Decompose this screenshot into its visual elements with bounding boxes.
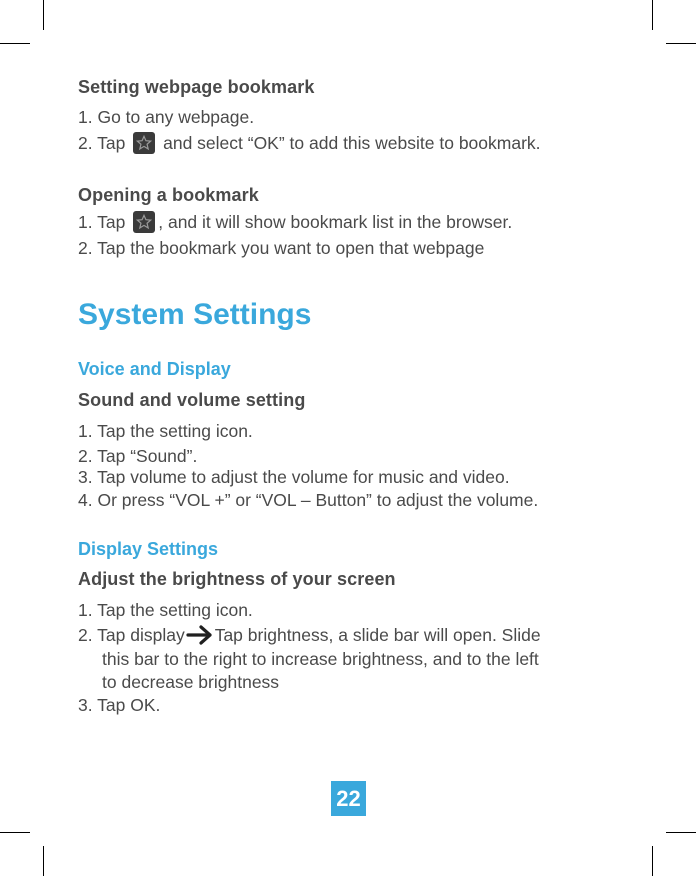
star-icon [133,132,155,154]
list-item: 1. Tap the setting icon. [78,421,253,441]
list-item: 1. Tap the setting icon. [78,600,253,620]
step-text: 2. Tap display [78,625,185,645]
star-icon [133,211,155,233]
crop-mark [43,846,44,876]
section-title-setting-bookmark: Setting webpage bookmark [78,77,315,97]
crop-mark [666,43,696,44]
step-text: Tap brightness, a slide bar will open. Slide [214,625,541,645]
crop-mark [652,0,653,30]
crop-mark [0,43,30,44]
step-text: 1. Tap [78,212,126,232]
page-title: System Settings [78,298,312,331]
step-tap-bookmark: 2. Tap the bookmark you want to open that webpage [78,238,485,258]
list-item: 4. Or press “VOL +” or “VOL – Button” to adjust the volume. [78,490,539,510]
section-title-opening-bookmark: Opening a bookmark [78,185,259,205]
list-item: 2. Tap “Sound”. [78,446,198,466]
list-item-continued: to decrease brightness [102,672,280,692]
subtitle-brightness: Adjust the brightness of your screen [78,569,396,589]
list-item-continued: this bar to the right to increase brightness, and to the left [102,649,539,669]
crop-mark [0,832,30,833]
subtitle-sound-volume: Sound and volume setting [78,390,306,410]
step-tap-star-list [78,209,512,235]
crop-mark [43,0,44,30]
section-title-voice-display: Voice and Display [78,359,231,379]
step-tap-display [78,622,541,648]
step-go-to-webpage: 1. Go to any webpage. [78,107,255,127]
step-text: , and it will show bookmark list in the browser. [158,212,513,232]
step-tap-star-ok [78,130,541,156]
step-text: and select “OK” to add this website to bookmark. [163,133,541,153]
arrow-right-icon [186,624,214,646]
list-item: 3. Tap volume to adjust the volume for music and video. [78,467,510,487]
crop-mark [666,832,696,833]
section-title-display-settings: Display Settings [78,539,219,559]
step-text: 2. Tap [78,133,126,153]
page-number-badge: 22 [331,781,366,816]
list-item: 3. Tap OK. [78,695,161,715]
crop-mark [652,846,653,876]
